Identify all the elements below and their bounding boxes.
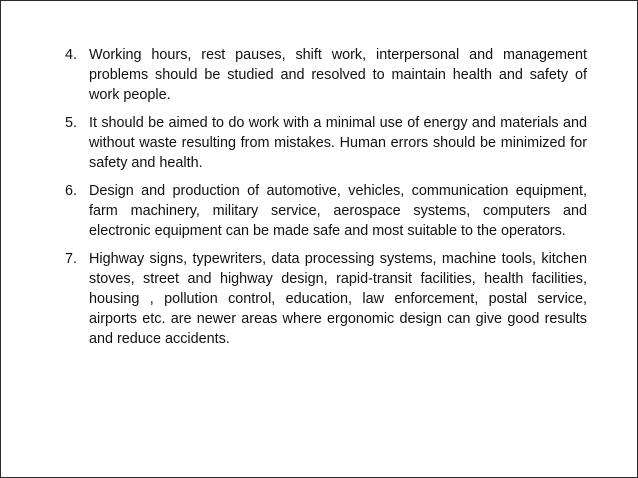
list-item-number: 5. <box>65 115 78 131</box>
list-item <box>65 249 587 349</box>
list-item-text: Highway signs, typewriters, data processing systems, machine tools, kitchen stoves, street and highway design, rapid-transit facilities, health facilities, housing , pollution control, education, law enforcement, postal service, airports etc. are newer areas where ergonomic design can give good results and reduce accidents. <box>89 251 587 347</box>
list-item-number: 7. <box>65 251 78 267</box>
list-item-text: Design and production of automotive, vehicles, communication equipment, farm machinery, military service, aerospace systems, computers and electronic equipment can be made safe and most suitable to the operators. <box>89 183 587 239</box>
list-item-number: 4. <box>65 47 78 63</box>
list-item <box>65 45 587 105</box>
list-item <box>65 181 587 241</box>
numbered-list <box>65 45 587 357</box>
list-item-number: 6. <box>65 183 78 199</box>
list-item-text: It should be aimed to do work with a minimal use of energy and materials and without waste resulting from mistakes. Human errors should be minimized for safety and health. <box>89 115 587 171</box>
list-item-text: Working hours, rest pauses, shift work, interpersonal and management problems should be studied and resolved to maintain health and safety of work people. <box>89 47 587 103</box>
list-item <box>65 113 587 173</box>
